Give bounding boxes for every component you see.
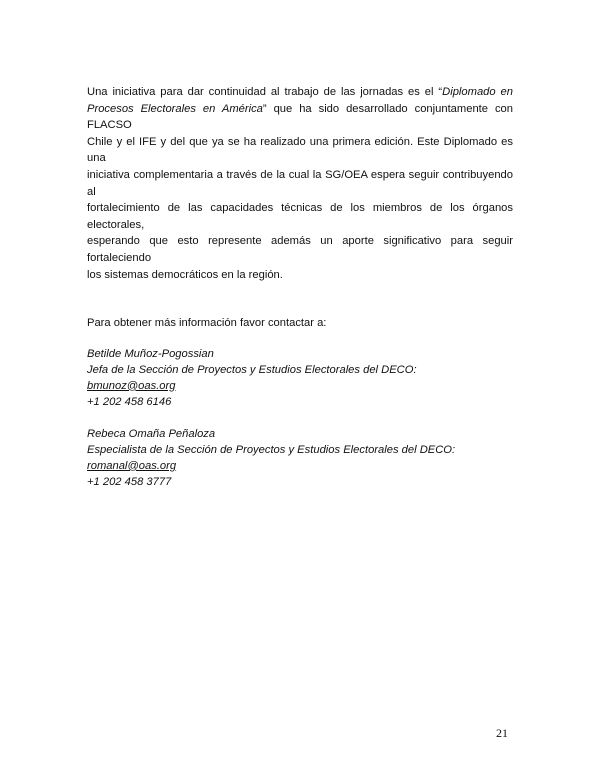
contact-phone: +1 202 458 3777 [87, 475, 172, 488]
paragraph-line [87, 84, 513, 101]
contact-block [87, 426, 513, 490]
paragraph-text: Una iniciativa para dar continuidad al trabajo de las jornadas es el “ [87, 86, 443, 98]
paragraph-diplomado [87, 84, 513, 283]
contact-intro: Para obtener más información favor contactar a: [87, 317, 327, 330]
paragraph-line: los sistemas democráticos en la región. [87, 268, 283, 281]
contact-title: Especialista de la Sección de Proyectos y Estudios Electorales del DECO: [87, 443, 456, 456]
paragraph-line [87, 101, 513, 134]
contact-name: Rebeca Omaña Peñaloza [87, 427, 216, 440]
contact-block [87, 346, 513, 410]
contact-email-link[interactable]: bmunoz@oas.org [87, 379, 176, 392]
paragraph-line: esperando que esto represente además un aporte significativo para seguir fortaleciendo [87, 235, 513, 264]
paragraph-line: iniciativa complementaria a través de la cual la SG/OEA espera seguir contribuyendo al [87, 168, 513, 198]
contact-phone: +1 202 458 6146 [87, 395, 172, 408]
contact-title: Jefa de la Sección de Proyectos y Estudios Electorales del DECO: [87, 363, 417, 376]
paragraph-line: Chile y el IFE y del que ya se ha realizado una primera edición. Este Diplomado es una [87, 135, 513, 165]
diplomado-title-part1: Diplomado en [442, 86, 513, 98]
page-number: 21 [496, 726, 508, 740]
paragraph-line: fortalecimiento de las capacidades técnicas de los miembros de los órganos electorales, [87, 202, 513, 231]
page-content [87, 84, 513, 490]
diplomado-title-part2: Procesos Electorales en América [87, 102, 263, 115]
contact-email-link[interactable]: romanal@oas.org [87, 459, 177, 472]
paragraph-text: ” que ha sido desarrollado conjuntamente con FLACSO [87, 102, 513, 132]
contact-name: Betilde Muñoz-Pogossian [87, 347, 214, 360]
